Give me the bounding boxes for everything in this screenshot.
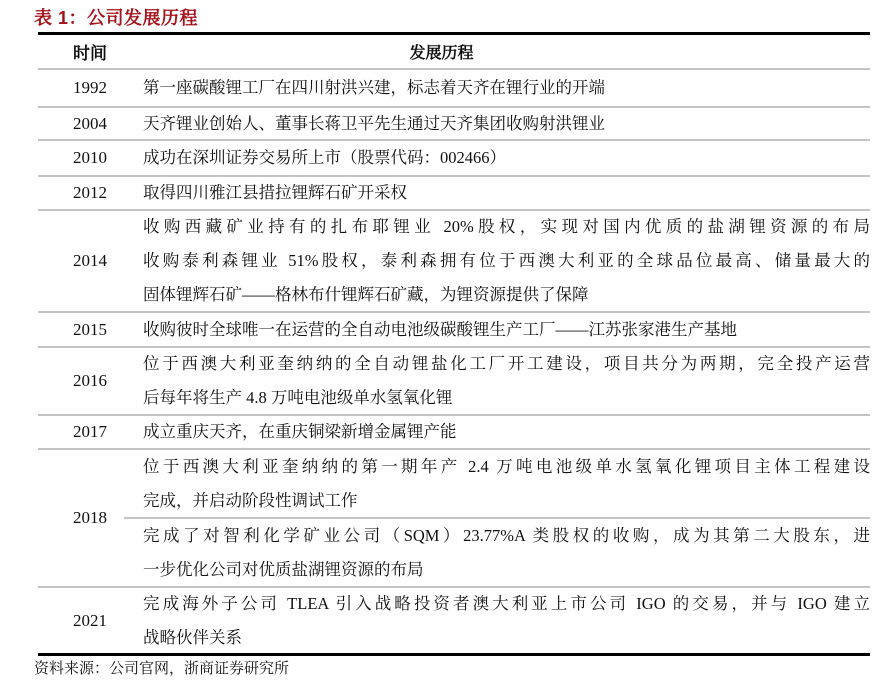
row-content [142,416,870,448]
table-row [38,139,870,175]
event-block [143,348,870,414]
row-content [142,141,870,175]
table-row [38,175,870,209]
table-row [38,346,870,414]
event-block [143,70,870,106]
row-content [142,108,870,139]
event-text-line: 后每年将生产 4.8 万吨电池级单水氢氧化锂 [143,388,453,407]
event-text-line: 取得四川雅江县措拉锂辉石矿开采权 [143,183,407,202]
row-content [142,588,870,653]
table-row [38,68,870,106]
event-text-line: 收购彼时全球唯一在运营的全自动电池级碳酸锂生产工厂——江苏张家港生产基地 [143,319,737,339]
row-content [142,313,870,346]
event-text-line: 收购西藏矿业持有的扎布耶锂业 20%股权，实现对国内优质的盐湖锂资源的布局 [143,217,870,236]
row-year: 2021 [73,610,107,630]
row-year: 2004 [73,113,107,133]
row-year: 2015 [73,319,107,339]
event-block [143,588,870,653]
event-block [143,177,870,209]
event-text-line: 完成，并启动阶段性调试工作 [143,490,358,510]
event-text-line: 完成海外子公司 TLEA 引入战略投资者澳大利亚上市公司 IGO 的交易，并与 IGO 建立 [143,593,870,613]
table-row [38,414,870,448]
event-text-line: 完成了对智利化学矿业公司（SQM）23.77%A 类股权的收购，成为其第二大股东，进 [143,525,870,545]
row-year: 1992 [73,78,107,97]
event-block [143,141,870,175]
header-year: 时间 [73,44,107,63]
table-title: 表 1：公司发展历程 [34,8,199,28]
row-year: 2016 [73,371,107,390]
table-row [38,448,870,586]
event-text-line: 成功在深圳证券交易所上市（股票代码：002466） [143,148,506,167]
event-block [143,450,870,517]
row-content [142,177,870,209]
table-row [38,209,870,311]
source-note: 资料来源：公司官网，浙商证券研究所 [34,661,290,677]
event-block [143,313,870,346]
row-year: 2018 [73,508,107,527]
event-block [143,416,870,448]
row-content [124,450,870,586]
header-content: 发展历程 [409,45,474,62]
row-content [142,348,870,414]
table-row [38,311,870,346]
event-text-line: 一步优化公司对优质盐湖锂资源的布局 [143,559,424,579]
table-header [38,35,870,68]
event-text-line: 战略伙伴关系 [143,627,242,647]
event-text-line: 固体锂辉石矿——格林布什锂辉石矿藏，为锂资源提供了保障 [143,285,589,304]
table-row [38,106,870,139]
event-text-line: 收购泰利森锂业 51%股权，泰利森拥有位于西澳大利亚的全球品位最高、储量最大的 [143,251,870,270]
event-text-line: 位于西澳大利亚奎纳纳的第一期年产 2.4 万吨电池级单水氢氧化锂项目主体工程建设 [143,456,870,476]
event-text-line: 成立重庆天齐，在重庆铜梁新增金属锂产能 [143,422,457,441]
row-year: 2017 [73,422,107,441]
row-year: 2014 [73,251,107,270]
event-text-line: 第一座碳酸锂工厂在四川射洪兴建，标志着天齐在锂行业的开端 [143,78,605,97]
row-content [142,70,870,106]
event-block [124,517,870,586]
event-text-line: 位于西澳大利亚奎纳纳的全自动锂盐化工厂开工建设，项目共分为两期，完全投产运营 [143,354,870,373]
row-year: 2010 [73,148,107,167]
event-block [143,108,870,139]
history-table [38,32,870,656]
event-text-line: 天齐锂业创始人、董事长蒋卫平先生通过天齐集团收购射洪锂业 [143,113,605,133]
row-content [142,211,870,311]
event-block [143,211,870,311]
row-year: 2012 [73,183,107,202]
table-row [38,586,870,653]
